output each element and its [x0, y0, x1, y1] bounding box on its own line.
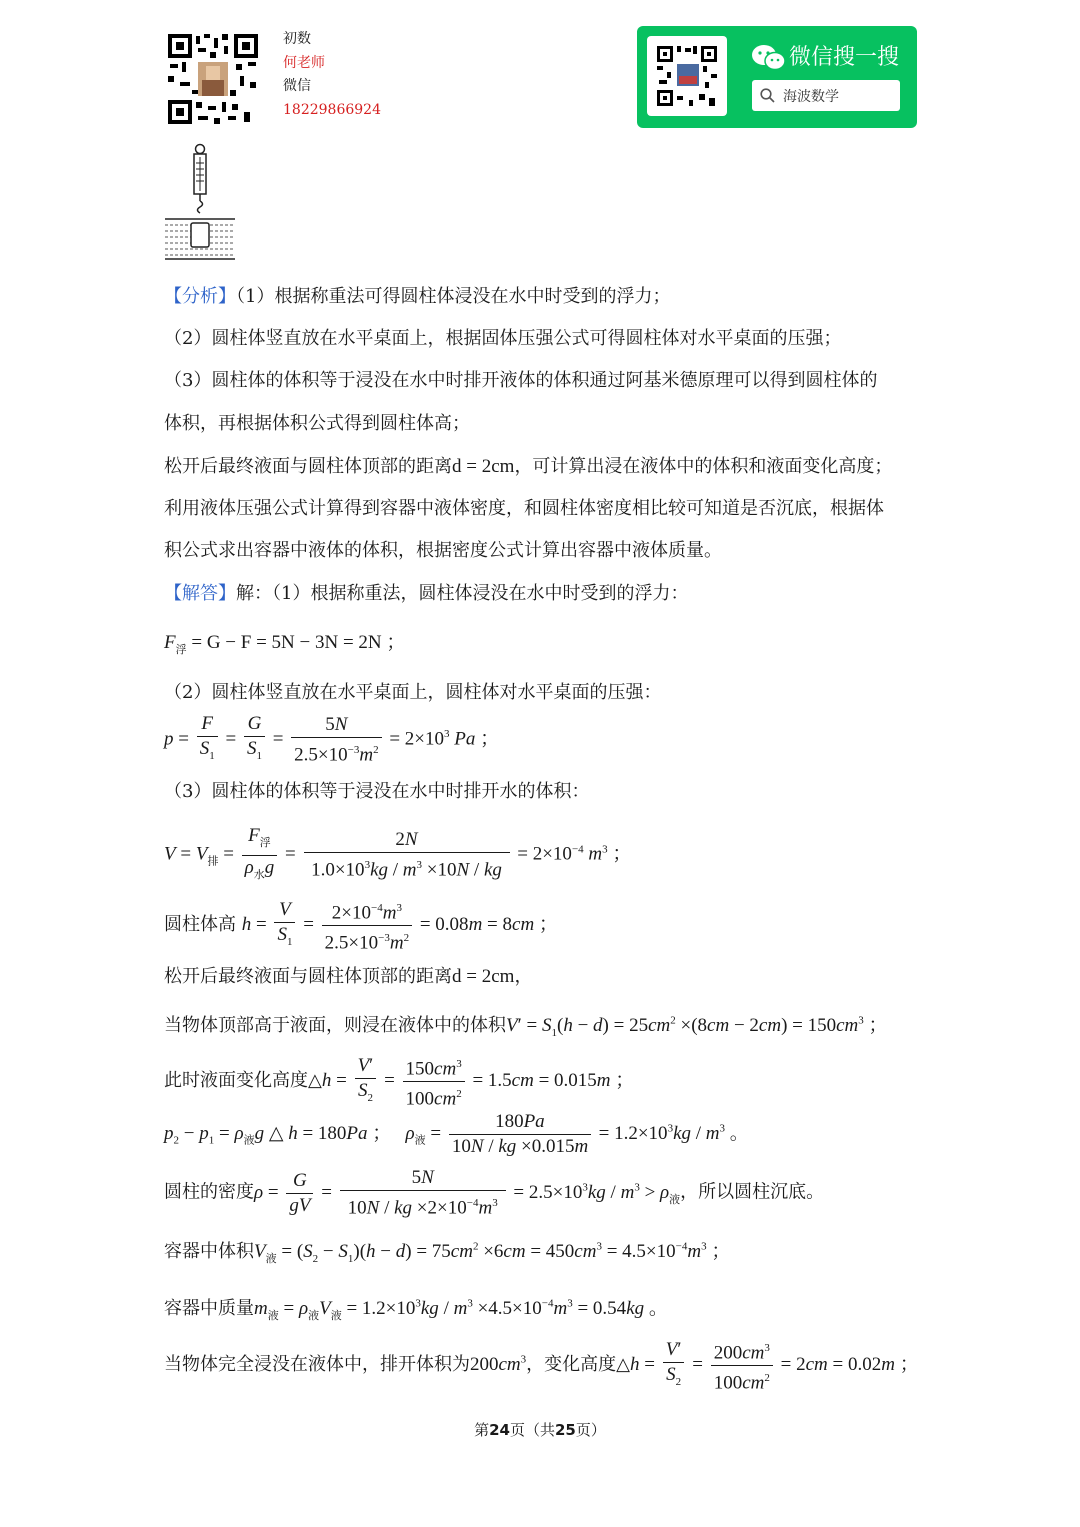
footer-post: 页）: [575, 1421, 606, 1439]
analysis-line-1: [164, 282, 670, 308]
page-footer: [0, 1419, 1080, 1440]
solution-s3: （3）圆柱体的体积等于浸没在水中时排开水的体积：: [164, 781, 590, 802]
wechat-search-text: 海波数学: [783, 89, 839, 105]
analysis-p3b: 体积，再根据体积公式得到圆柱体高；: [164, 413, 470, 434]
height-equation: 圆柱体高 h = $\frac{V}{S_1}$ = $\frac{2\times 10^{-4}m^3}{2.5\times 10^{-3}m^2}$ = 0.08m = 8cm ；: [164, 896, 558, 956]
qr-code: [166, 32, 260, 126]
full-submerge-line: 当物体完全浸没在液体中，排开体积为$200cm^3$，变化高度△h = $\frac{V'}{S_2}$ = $\frac{200cm^3}{100cm^2}$ = 2cm = 0.02m ；: [164, 1336, 919, 1396]
cylinder-density-line: 圆柱的密度ρ = $\frac{G}{gV}$ = $\frac{5N}{10N / kg \times 2\times 10^{-4}m^3}$ = $2.5\times 10^3kg / m^3 > \rho_液$，所以圆柱沉底。: [164, 1167, 825, 1219]
distance-eq: d = 2cm: [452, 966, 515, 987]
analysis-p6: 积公式求出容器中液体的体积，根据密度公式计算出容器中液体质量。: [164, 540, 722, 561]
submerged-volume-text: 当物体顶部高于液面，则浸在液体中的体积: [164, 1015, 506, 1036]
footer-pre: 第: [474, 1421, 490, 1439]
liquid-volume-text: 容器中体积: [164, 1241, 254, 1262]
analysis-label: 【分析】: [164, 286, 236, 307]
footer-mid: 页（共: [509, 1421, 555, 1439]
cylinder-density-text: 圆柱的密度: [164, 1181, 254, 1203]
search-icon: [760, 88, 775, 103]
analysis-line-4: [164, 452, 892, 478]
spring-scale-figure: [163, 143, 237, 261]
wechat-logo-icon: [751, 44, 787, 72]
analysis-d-eq: d = 2cm: [452, 456, 515, 477]
analysis-p5: 利用液体压强公式计算得到容器中液体密度，和圆柱体密度相比较可知道是否沉底，根据体: [164, 498, 884, 519]
level-change-text: 此时液面变化高度△: [164, 1070, 322, 1092]
wechat-search-box[interactable]: [752, 80, 900, 111]
solution-line-1: [164, 579, 688, 605]
wechat-search-title: 微信搜一搜: [789, 45, 900, 70]
analysis-p2: （2）圆柱体竖直放在水平桌面上，根据固体压强公式可得圆柱体对水平桌面的压强；: [164, 328, 842, 349]
wechat-qr-code: [647, 36, 727, 116]
contact-info: [283, 28, 381, 122]
contact-phone: 18229866924: [283, 101, 381, 118]
wechat-search-card[interactable]: [637, 26, 917, 128]
buoyancy-subscript: 浮: [175, 643, 187, 656]
analysis-p3a: （3）圆柱体的体积等于浸没在水中时排开液体的体积通过阿基米德原理可以得到圆柱体的: [164, 370, 878, 391]
sink-text: ，所以圆柱沉底。: [680, 1181, 825, 1203]
full-submerge-text2: ，变化高度△: [526, 1354, 630, 1376]
liquid-volume-line: 容器中体积$V_液 = (S_2 - S_1)(h - d) = 75cm^2 \times 6cm = 450cm^3 = 4.5\times 10^{-4}m^3$ ；: [164, 1240, 731, 1265]
liquid-mass-line: 容器中质量$m_液 = \rho_液V_液 = 1.2\times 10^3kg / m^3 \times 4.5\times 10^{-4}m^3 = 0.54kg$ 。: [164, 1297, 668, 1322]
volume-equation: $V = V_排$ = $\frac{F_浮}{\rho_水g}$ = $\frac{2N}{1.0\times 10^3kg / m^3 \times 10N / kg}$ = $2\times 10^{-4}$ $m^3$ ；: [164, 825, 632, 881]
analysis-p4a: 松开后最终液面与圆柱体顶部的距离: [164, 456, 452, 477]
liquid-density-line: $p_2 - p_1 = \rho_液g$ △ h = 180Pa ； $\rho_液$ = $\frac{180Pa}{10N / kg \times 0.015m}$ = $1.2\times 10^3kg / m^3$ 。: [164, 1111, 749, 1157]
buoyancy-equation: $F_浮 = G - F = 5N - 3N = 2N$ ；: [164, 632, 406, 656]
distance-text: 松开后最终液面与圆柱体顶部的距离: [164, 966, 452, 987]
distance-line: 松开后最终液面与圆柱体顶部的距离d = 2cm，: [164, 966, 533, 987]
solution-label: 【解答】: [164, 583, 236, 604]
footer-total-pages: 25: [555, 1421, 576, 1439]
level-change-line: 此时液面变化高度△h = $\frac{V'}{S_2}$ = $\frac{150cm^3}{100cm^2}$ = 1.5cm = 0.015m ；: [164, 1052, 634, 1112]
solution-s2: （2）圆柱体竖直放在水平桌面上，圆柱体对水平桌面的压强：: [164, 682, 662, 703]
height-label: 圆柱体高: [164, 914, 236, 936]
liquid-mass-text: 容器中质量: [164, 1298, 254, 1319]
contact-teacher: 何老师: [283, 54, 325, 71]
full-submerge-text: 当物体完全浸没在液体中，排开体积为: [164, 1354, 470, 1376]
analysis-p1: （1）根据称重法可得圆柱体浸没在水中时受到的浮力；: [236, 286, 671, 307]
analysis-p4b: ，可计算出浸在液体中的体积和液面变化高度；: [514, 456, 893, 477]
submerged-volume-line: 当物体顶部高于液面，则浸在液体中的体积$V' = S_1(h - d) = 25cm^2 \times(8cm - 2cm) = 150cm^3$ ；: [164, 1014, 888, 1039]
pressure-equation: p = $\frac{F}{S_1}$ = $\frac{G}{S_1}$ = $\frac{5N}{2.5\times 10^{-3}m^2}$ = $2\times 10^3$ Pa ；: [164, 713, 500, 766]
contact-line-3: 微信: [283, 78, 311, 94]
buoyancy-eq-text: = G − F = 5N − 3N = 2N ；: [186, 632, 406, 653]
solution-s1: 解：（1）根据称重法，圆柱体浸没在水中时受到的浮力：: [236, 583, 689, 604]
contact-line-1: 初数: [283, 31, 311, 47]
footer-page-number: 24: [489, 1421, 510, 1439]
